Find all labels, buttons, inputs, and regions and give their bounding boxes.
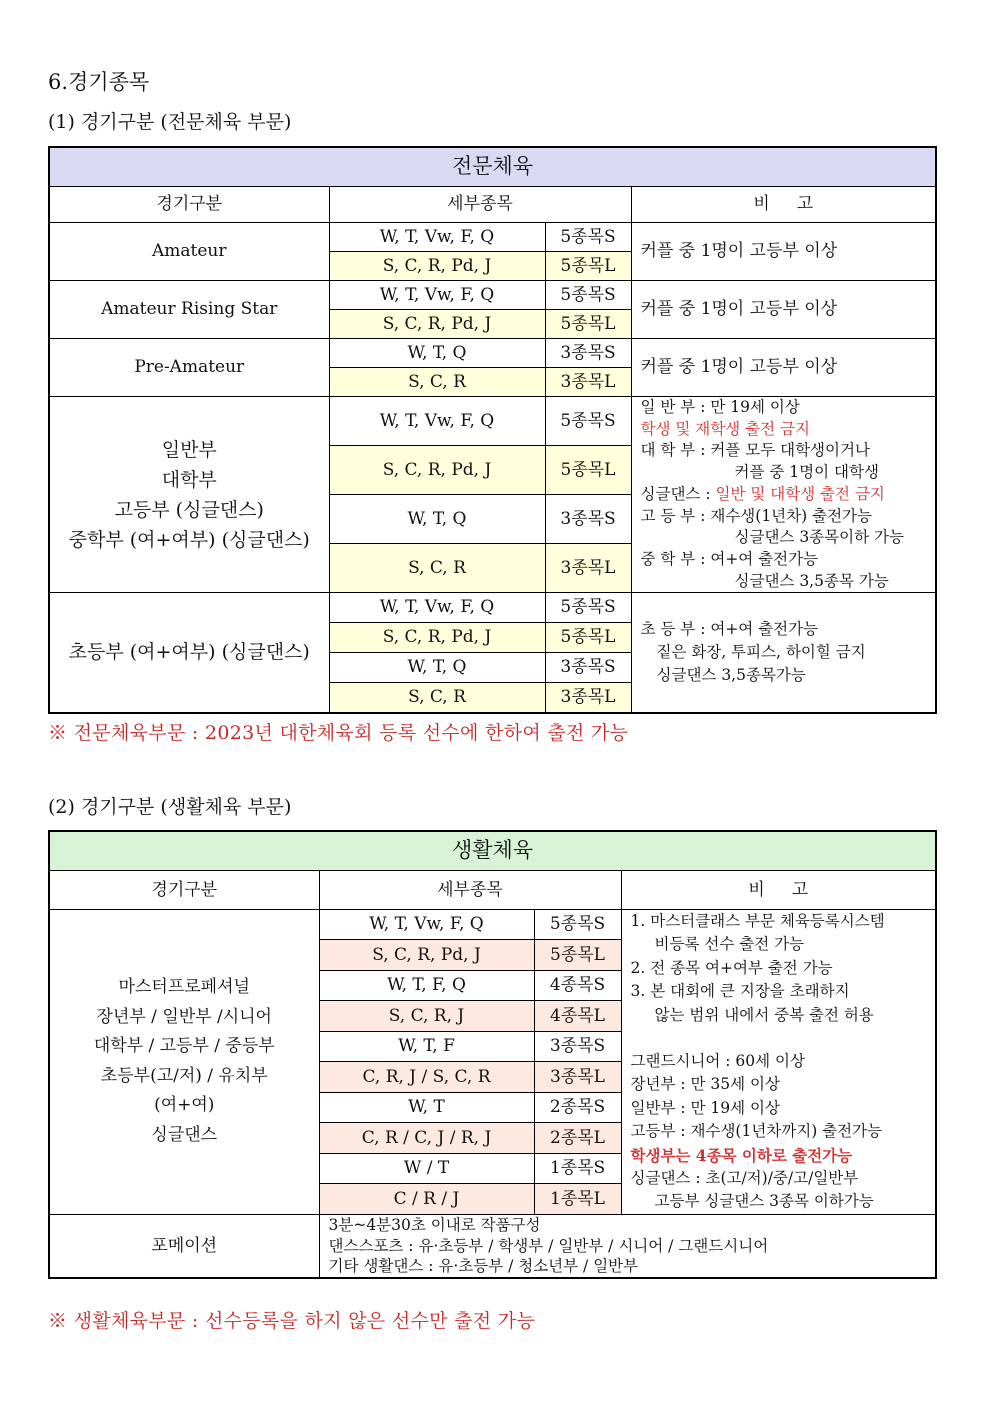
event-count: 5종목S xyxy=(545,223,631,252)
dance-list: W, T, F, Q xyxy=(319,970,534,1000)
remark-line: 짙은 화장, 투피스, 하이힐 금지 xyxy=(656,643,866,662)
dance-list: C, R, J / S, C, R xyxy=(319,1062,534,1092)
remark-line: 3. 본 대회에 큰 지장을 초래하지 xyxy=(630,982,850,1001)
event-count: 3종목L xyxy=(545,683,631,713)
remark-line xyxy=(641,484,936,506)
remark-line-warning: 학생부는 4종목 이하로 출전가능 xyxy=(630,1145,853,1165)
header-events: 세부종목 xyxy=(329,187,631,223)
formation-line: 3분~4분30초 이내로 작품구성 xyxy=(328,1216,541,1235)
recreation-sports-table xyxy=(48,830,937,1279)
dance-list: C, R / C, J / R, J xyxy=(319,1123,534,1153)
dance-list: W, T, Vw, F, Q xyxy=(329,593,545,623)
remark: 커플 중 1명이 고등부 이상 xyxy=(631,223,936,281)
group-name-multiline xyxy=(49,397,329,593)
event-count: 5종목L xyxy=(545,252,631,281)
dance-list: S, C, R xyxy=(329,544,545,593)
header-remarks: 비 고 xyxy=(631,187,936,223)
dance-list: S, C, R, Pd, J xyxy=(329,252,545,281)
remark-line: 고등부 : 재수생(1년차까지) 출전가능 xyxy=(630,1122,883,1141)
group-line: 대학부 / 고등부 / 중등부 xyxy=(93,1036,275,1057)
group-name: Amateur Rising Star xyxy=(49,281,329,339)
dance-list: S, C, R, Pd, J xyxy=(329,446,545,495)
group-name: Amateur xyxy=(49,223,329,281)
remark-line: 2. 전 종목 여+여부 출전 가능 xyxy=(630,958,833,977)
dance-list: C / R / J xyxy=(319,1184,534,1215)
remark-label: 싱글댄스 : xyxy=(640,484,716,503)
event-count: 2종목S xyxy=(534,1092,621,1122)
remark-line: 장년부 : 만 35세 이상 xyxy=(630,1075,780,1094)
group-line: 초등부(고/저) / 유치부 xyxy=(100,1065,268,1086)
remark-line: 않는 범위 내에서 중복 출전 허용 xyxy=(654,1005,874,1024)
header-events: 세부종목 xyxy=(319,871,621,910)
dance-list: W, T, Q xyxy=(329,339,545,368)
event-count: 5종목S xyxy=(534,910,621,940)
remark-line: 커플 중 1명이 대학생 xyxy=(734,463,879,482)
event-count: 3종목S xyxy=(534,1031,621,1061)
event-count: 4종목L xyxy=(534,1001,621,1031)
formation-line: 기타 생활댄스 : 유·초등부 / 청소년부 / 일반부 xyxy=(328,1257,639,1276)
remark-line: 1. 마스터클래스 부문 체육등록시스템 xyxy=(630,912,885,930)
group-line: 대학부 xyxy=(161,468,217,491)
remark-line: 초 등 부 : 여+여 출전가능 xyxy=(640,620,819,639)
remark-line: 고등부 싱글댄스 3종목 이하가능 xyxy=(654,1192,874,1211)
group-name: 초등부 (여+여부) (싱글댄스) xyxy=(49,593,329,713)
event-count: 3종목S xyxy=(545,495,631,544)
dance-list: S, C, R, Pd, J xyxy=(329,310,545,339)
event-count: 3종목S xyxy=(545,653,631,683)
group-line: 고등부 (싱글댄스) xyxy=(114,498,264,521)
group-line: 마스터프로페셔널 xyxy=(118,977,250,998)
remark-line-warning: 학생 및 재학생 출전 금지 xyxy=(640,419,810,438)
dance-list: W, T, Vw, F, Q xyxy=(319,910,534,940)
event-count: 2종목L xyxy=(534,1123,621,1153)
remark xyxy=(631,397,936,593)
dance-list: S, C, R xyxy=(329,683,545,713)
remark-line: 싱글댄스 3종목이하 가능 xyxy=(734,528,904,547)
elite-note: ※ 전문체육부문 : 2023년 대한체육회 등록 선수에 한하여 출전 가능 xyxy=(48,722,629,744)
event-count: 1종목L xyxy=(534,1184,621,1215)
group-line: 싱글댄스 xyxy=(151,1124,218,1145)
event-count: 3종목L xyxy=(545,544,631,593)
event-count: 5종목L xyxy=(545,623,631,653)
event-count: 5종목L xyxy=(545,446,631,495)
dance-list: W, T, Vw, F, Q xyxy=(329,223,545,252)
remark-line: 싱글댄스 3,5종목 가능 xyxy=(734,571,889,590)
elite-sports-table xyxy=(48,146,937,714)
event-count: 3종목L xyxy=(545,368,631,397)
section2-title: (2) 경기구분 (생활체육 부문) xyxy=(48,796,292,818)
dance-list: S, C, R xyxy=(329,368,545,397)
group-name-multiline xyxy=(49,910,319,1215)
dance-list: W, T xyxy=(319,1092,534,1122)
remark-warning: 일반 및 대학생 출전 금지 xyxy=(715,484,885,503)
header-remarks: 비 고 xyxy=(621,871,936,910)
event-count: 4종목S xyxy=(534,970,621,1000)
section-heading: 6.경기종목 xyxy=(48,70,150,94)
group-line: 일반부 xyxy=(161,438,217,461)
formation-remark xyxy=(319,1214,936,1278)
remark: 커플 중 1명이 고등부 이상 xyxy=(631,339,936,397)
dance-list: W / T xyxy=(319,1153,534,1183)
event-count: 3종목L xyxy=(534,1062,621,1092)
header-category: 경기구분 xyxy=(49,187,329,223)
dance-list: S, C, R, Pd, J xyxy=(329,623,545,653)
remark xyxy=(621,910,936,1215)
remark-line: 대 학 부 : 커플 모두 대학생이거나 xyxy=(640,441,870,460)
event-count: 5종목L xyxy=(534,940,621,970)
dance-list: W, T, Vw, F, Q xyxy=(329,281,545,310)
remark-line: 일반부 : 만 19세 이상 xyxy=(630,1098,780,1117)
event-count: 1종목S xyxy=(534,1153,621,1183)
event-count: 5종목S xyxy=(545,397,631,446)
remark-line: 비등록 선수 출전 가능 xyxy=(654,935,805,954)
table-banner: 전문체육 xyxy=(49,147,936,187)
dance-list: W, T, Q xyxy=(329,495,545,544)
remark-line: 싱글댄스 : 초(고/저)/중/고/일반부 xyxy=(630,1169,859,1188)
remark-line: 싱글댄스 3,5종목가능 xyxy=(656,666,806,685)
event-count: 3종목S xyxy=(545,339,631,368)
remark-line: 일 반 부 : 만 19세 이상 xyxy=(640,398,800,416)
dance-list: S, C, R, Pd, J xyxy=(319,940,534,970)
group-line: 중학부 (여+여부) (싱글댄스) xyxy=(68,528,310,551)
table-banner: 생활체육 xyxy=(49,831,936,871)
group-line: 장년부 / 일반부 /시니어 xyxy=(96,1006,272,1027)
formation-line: 댄스스포츠 : 유·초등부 / 학생부 / 일반부 / 시니어 / 그랜드시니어 xyxy=(328,1236,769,1255)
section1-title: (1) 경기구분 (전문체육 부문) xyxy=(48,111,292,133)
remark-line: 고 등 부 : 재수생(1년차) 출전가능 xyxy=(640,506,872,525)
event-count: 5종목S xyxy=(545,593,631,623)
remark: 커플 중 1명이 고등부 이상 xyxy=(631,281,936,339)
remark xyxy=(631,593,936,713)
group-line: (여+여) xyxy=(154,1095,215,1116)
dance-list: S, C, R, J xyxy=(319,1001,534,1031)
remark-spacer xyxy=(631,1027,936,1050)
dance-list: W, T, F xyxy=(319,1031,534,1061)
recreation-note: ※ 생활체육부문 : 선수등록을 하지 않은 선수만 출전 가능 xyxy=(48,1310,536,1332)
group-name: Pre-Amateur xyxy=(49,339,329,397)
header-category: 경기구분 xyxy=(49,871,319,910)
remark-line: 중 학 부 : 여+여 출전가능 xyxy=(640,549,819,568)
dance-list: W, T, Q xyxy=(329,653,545,683)
remark-line: 그랜드시니어 : 60세 이상 xyxy=(630,1052,805,1071)
dance-list: W, T, Vw, F, Q xyxy=(329,397,545,446)
event-count: 5종목S xyxy=(545,281,631,310)
formation-label: 포메이션 xyxy=(49,1214,319,1278)
event-count: 5종목L xyxy=(545,310,631,339)
